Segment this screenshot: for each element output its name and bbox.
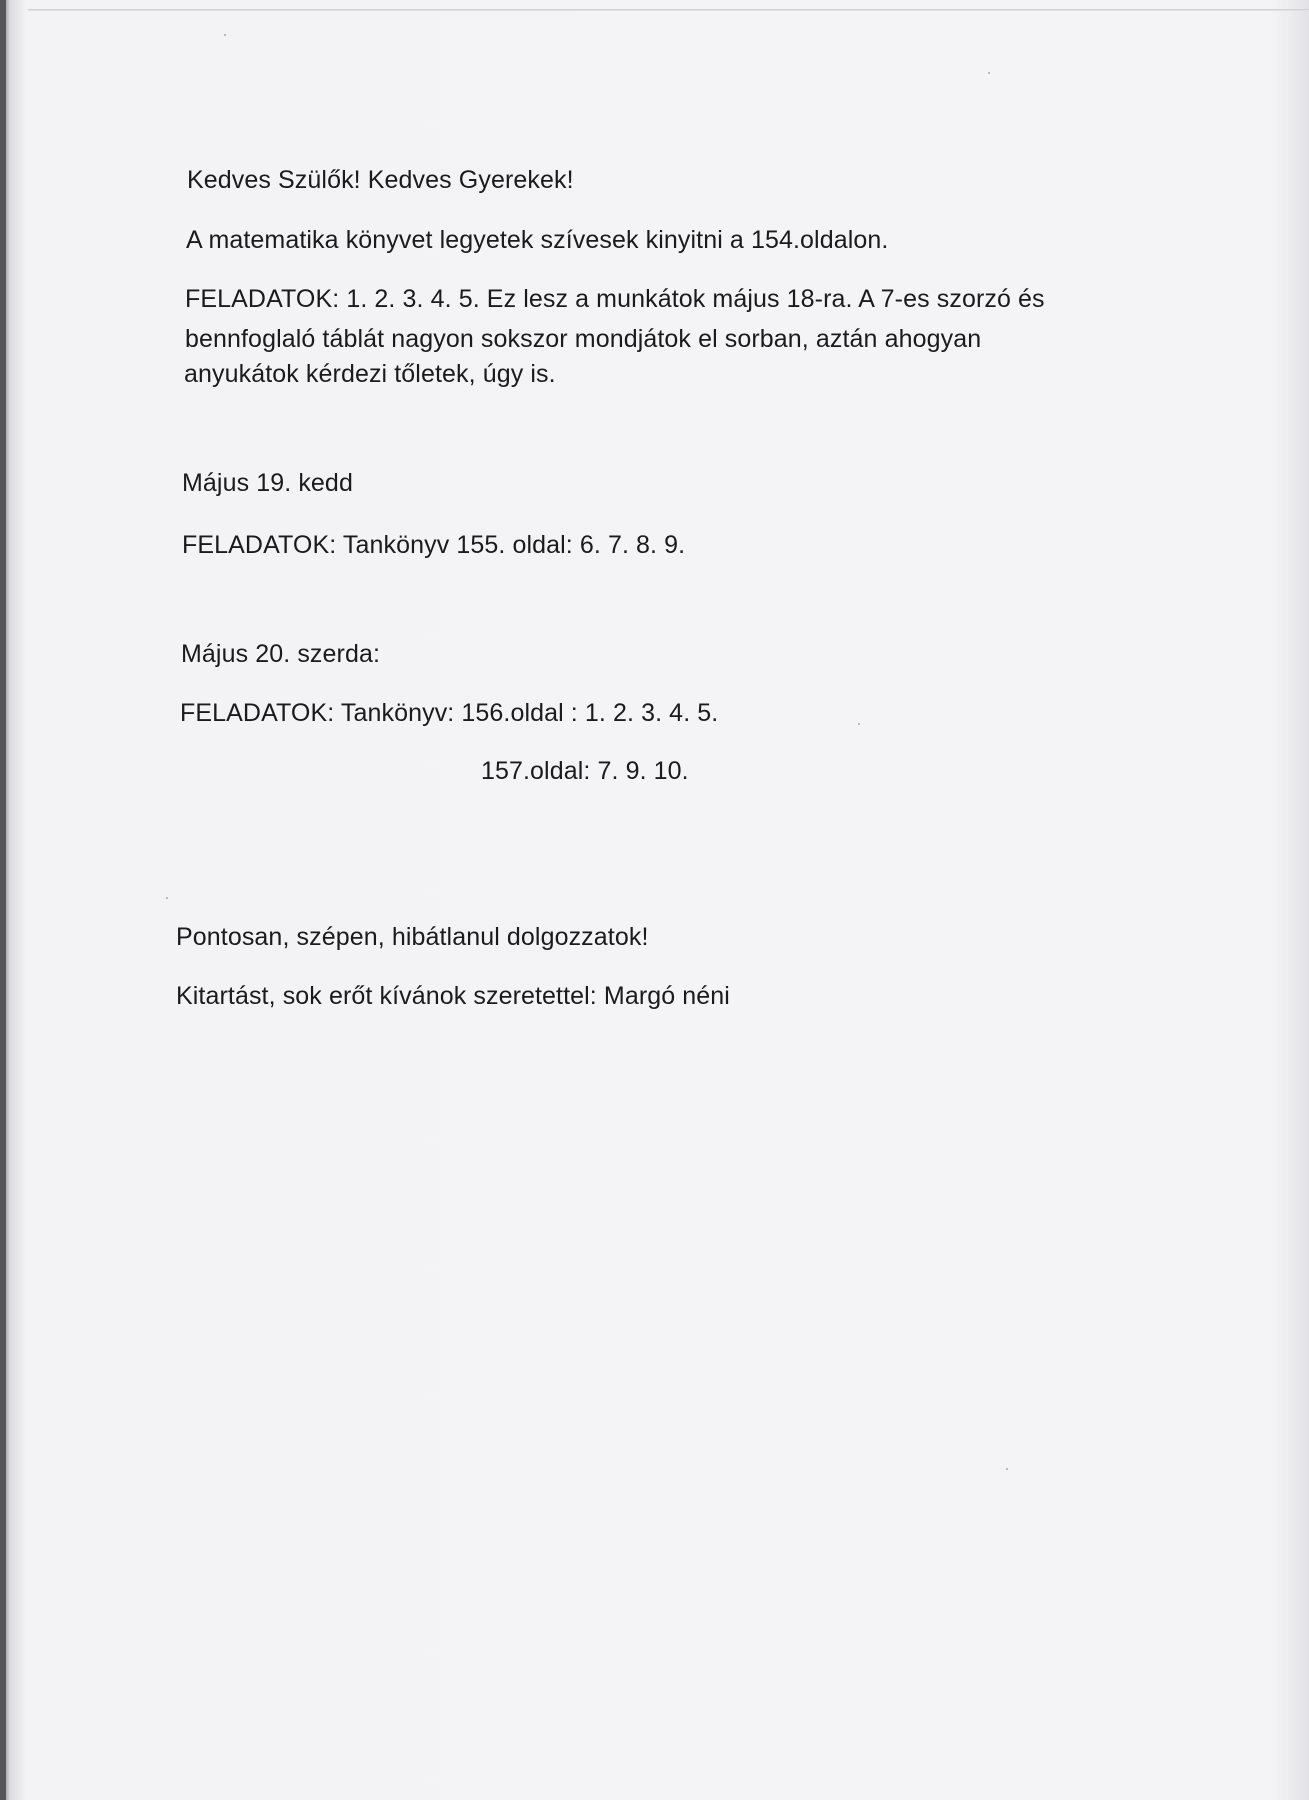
scan-top-edge: [28, 9, 1309, 11]
task-line-2: bennfoglaló táblát nagyon sokszor mondjátok el sorban, aztán ahogyan: [185, 325, 982, 353]
scan-speck: [988, 72, 990, 74]
intro-line: A matematika könyvet legyetek szívesek kinyitni a 154.oldalon.: [186, 226, 889, 254]
day-2-tasks-continued: 157.oldal: 7. 9. 10.: [481, 757, 689, 785]
scan-left-edge: [0, 0, 6, 1800]
closing-line: Pontosan, szépen, hibátlanul dolgozzatok!: [176, 923, 649, 951]
day-1-heading: Május 19. kedd: [182, 469, 353, 497]
scan-speck: [166, 897, 168, 899]
day-1-tasks: FELADATOK: Tankönyv 155. oldal: 6. 7. 8. 9.: [182, 531, 686, 559]
scan-speck: [1006, 1468, 1008, 1470]
signature-line: Kitartást, sok erőt kívánok szeretettel: Margó néni: [176, 982, 730, 1010]
scan-speck: [224, 34, 226, 36]
day-2-tasks: FELADATOK: Tankönyv: 156.oldal : 1. 2. 3. 4. 5.: [180, 699, 719, 727]
day-2-heading: Május 20. szerda:: [181, 640, 381, 668]
task-line-1: FELADATOK: 1. 2. 3. 4. 5. Ez lesz a munkátok május 18-ra. A 7-es szorzó és: [185, 285, 1045, 313]
scan-speck: [858, 723, 860, 725]
task-line-3: anyukátok kérdezi tőletek, úgy is.: [184, 360, 556, 388]
greeting: Kedves Szülők! Kedves Gyerekek!: [187, 166, 574, 194]
